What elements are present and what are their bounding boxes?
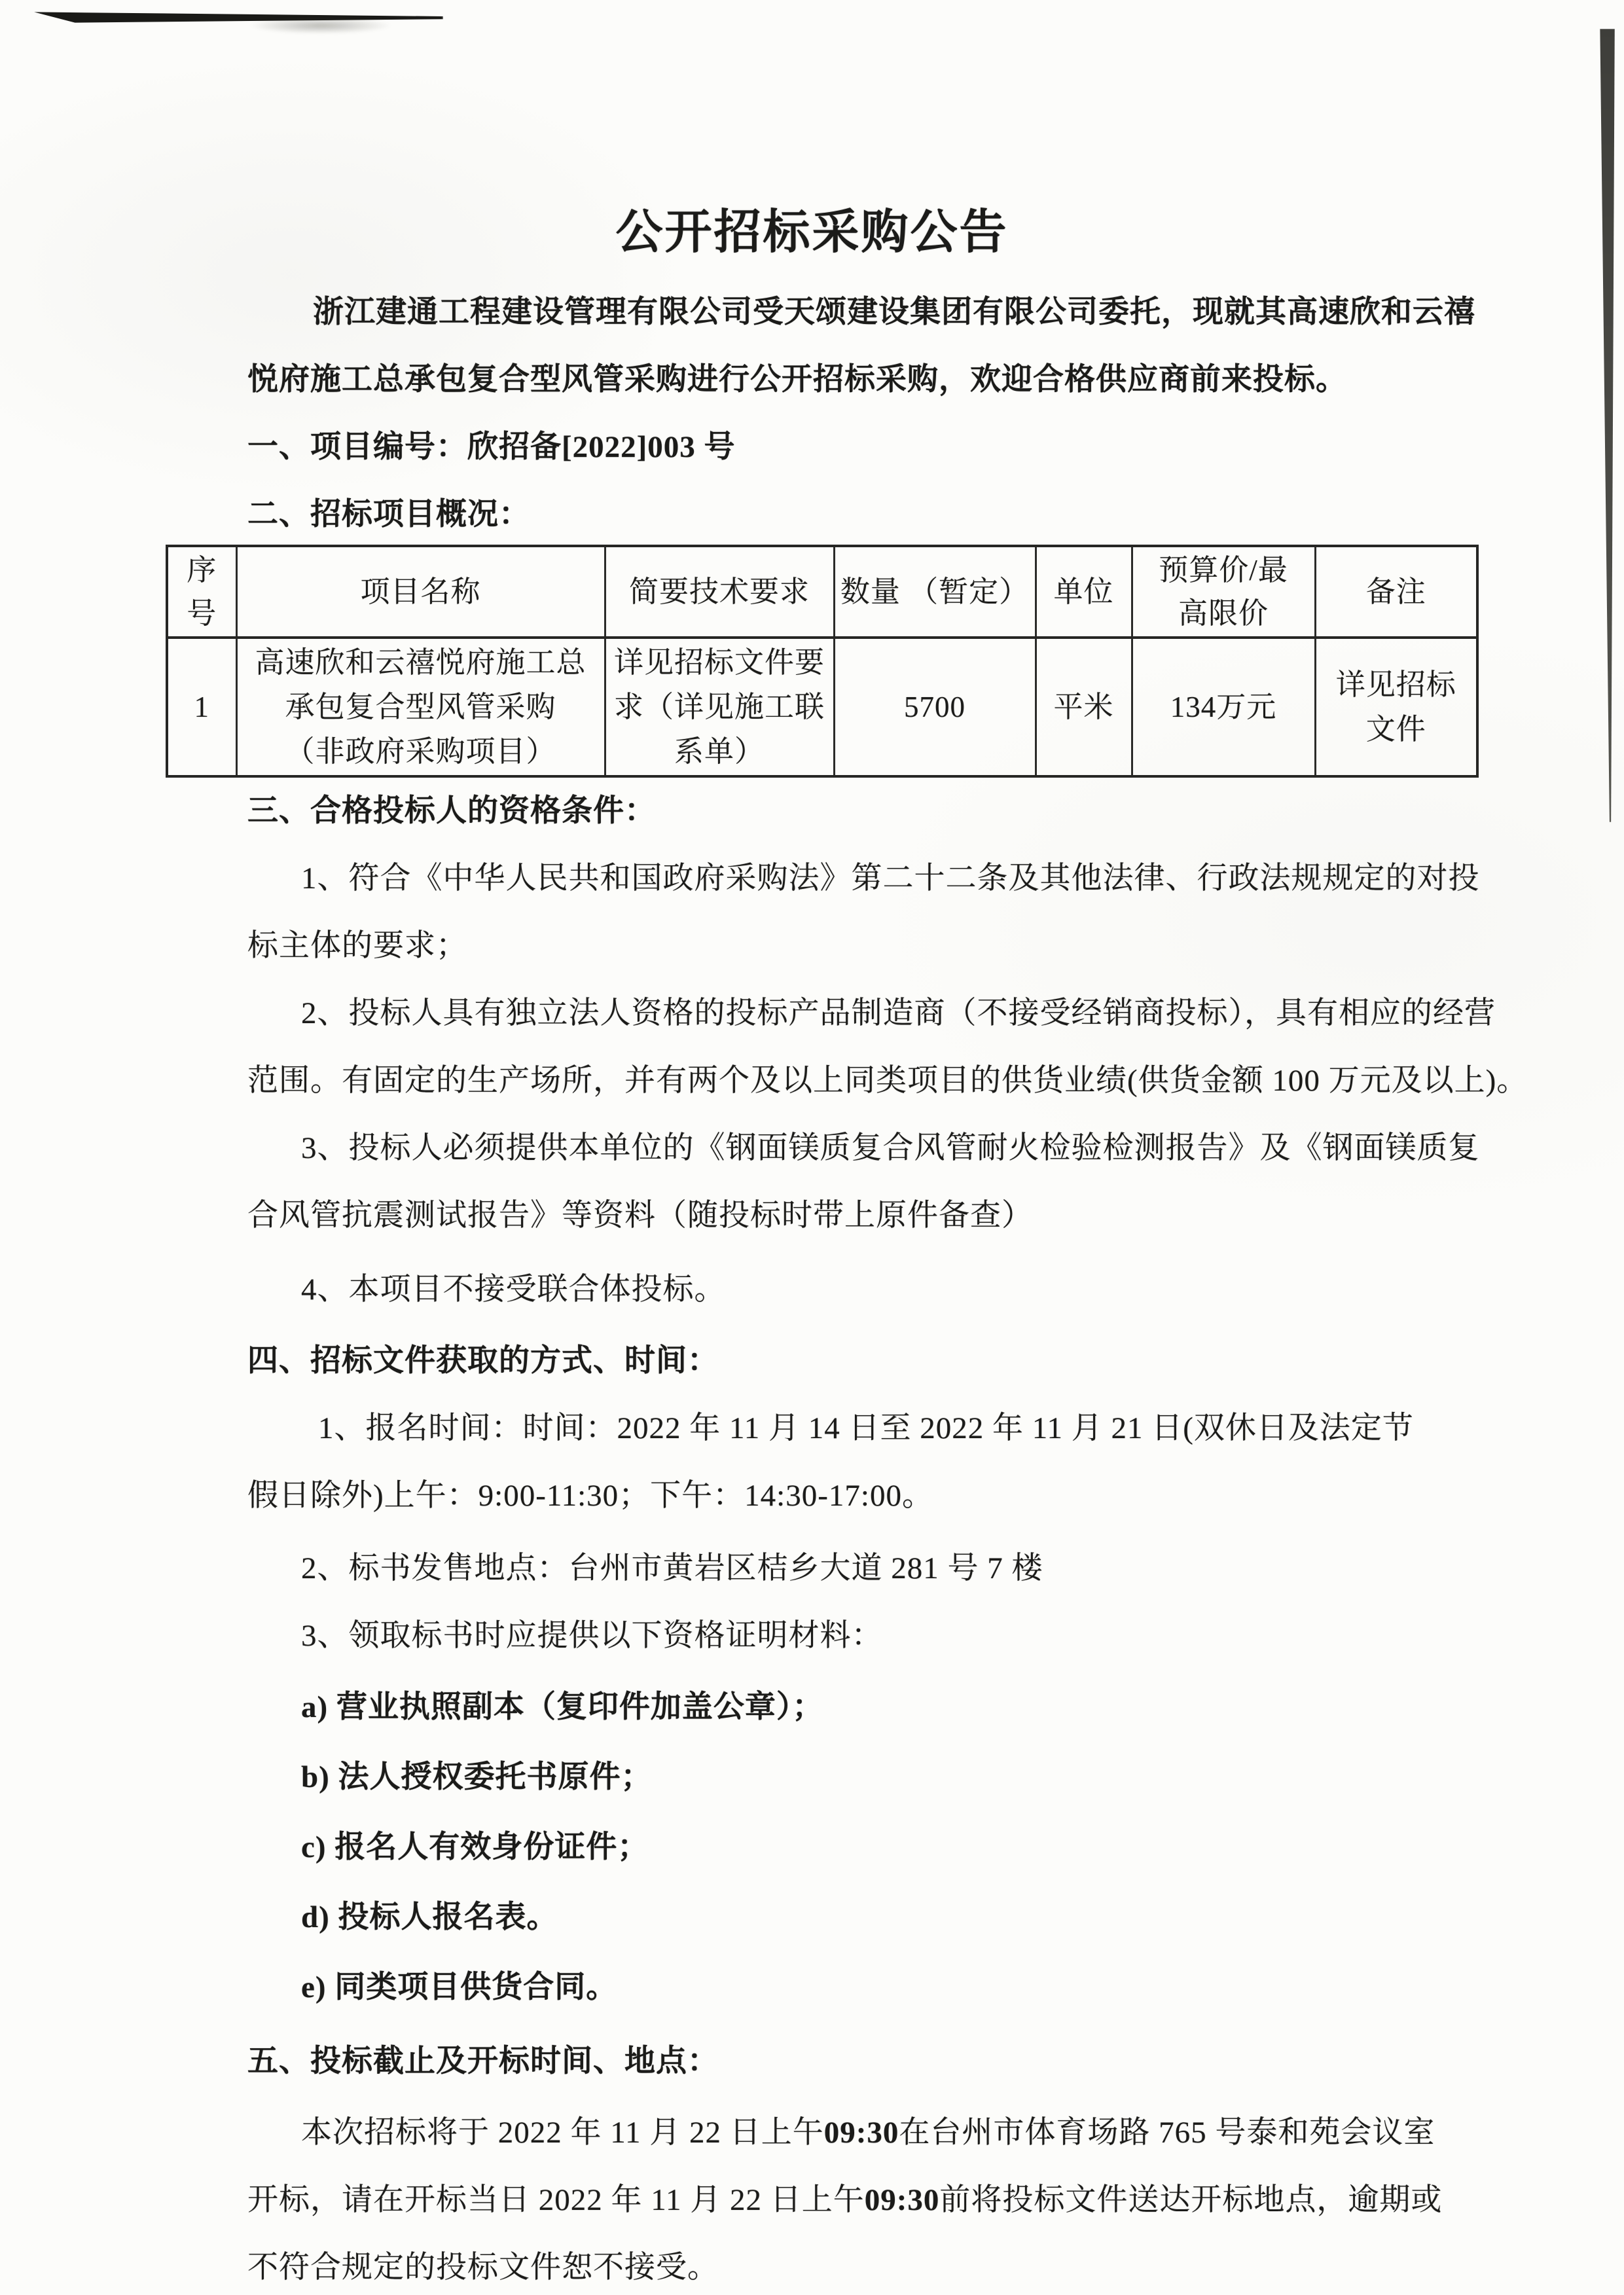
intro-paragraph-line-1: 浙江建通工程建设管理有限公司受天颂建设集团有限公司委托，现就其高速欣和云禧 <box>313 295 1475 329</box>
cell-tech-requirement: 详见招标文件要 求（详见施工联 系单） <box>605 638 834 776</box>
cell-seq: 1 <box>167 638 236 776</box>
col-header-note: 备注 <box>1315 546 1477 638</box>
col-header-seq: 序 号 <box>167 546 236 638</box>
cell-unit: 平米 <box>1036 638 1132 776</box>
section5-line1-text: 本次招标将于 2022 年 11 月 22 日上午 <box>301 2116 824 2150</box>
table-header-row <box>167 546 1477 638</box>
section4-item1-line1: 1、报名时间：时间：2022 年 11 月 14 日至 2022 年 11 月 21 日(双休日及法定节 <box>318 1411 1414 1445</box>
col-header-unit: 单位 <box>1036 546 1132 638</box>
section-2-heading: 二、招标项目概况： <box>247 497 530 532</box>
section4-item3: 3、领取标书时应提供以下资格证明材料： <box>301 1619 883 1653</box>
section3-item2-line2: 范围。有固定的生产场所，并有两个及以上同类项目的供货业绩(供货金额 100 万元及以上)。 <box>247 1064 1528 1098</box>
section4-sub-item-c: c) 报名人有效身份证件； <box>301 1830 649 1864</box>
cell-project-name: 高速欣和云禧悦府施工总 承包复合型风管采购 （非政府采购项目） <box>236 638 605 776</box>
section4-item2: 2、标书发售地点：台州市黄岩区桔乡大道 281 号 7 楼 <box>301 1551 1043 1585</box>
section3-item4: 4、本项目不接受联合体投标。 <box>301 1273 726 1307</box>
section5-line2-tail: 前将投标文件送达开标地点，逾期或 <box>939 2183 1443 2217</box>
section-3-heading: 三、合格投标人的资格条件： <box>247 794 656 828</box>
cell-note: 详见招标 文件 <box>1315 638 1477 776</box>
section4-sub-item-b: b) 法人授权委托书原件； <box>301 1760 653 1794</box>
col-header-name: 项目名称 <box>236 546 605 638</box>
section5-line2 <box>247 2167 1624 2234</box>
section-1-heading: 一、项目编号：欣招备[2022]003 号 <box>247 430 736 464</box>
section5-line2-time: 09:30 <box>864 2183 940 2217</box>
section5-line3: 不符合规定的投标文件恕不接受。 <box>247 2250 719 2285</box>
project-overview-table <box>166 545 1479 778</box>
section3-item3-line1: 3、投标人必须提供本单位的《钢面镁质复合风管耐火检验检测报告》及《钢面镁质复 <box>301 1131 1480 1165</box>
table-row <box>167 638 1477 776</box>
section5-line2-text: 开标，请在开标当日 2022 年 11 月 22 日上午 <box>247 2183 865 2217</box>
col-header-qty: 数量 （暂定） <box>834 546 1036 638</box>
section5-line1 <box>247 2099 1624 2167</box>
page-title: 公开招标采购公告 <box>615 206 1009 259</box>
col-header-tech: 简要技术要求 <box>605 546 834 638</box>
scan-artifact-smudge <box>249 17 393 34</box>
section5-line1-tail: 在台州市体育场路 765 号泰和苑会议室 <box>899 2116 1435 2150</box>
section3-item1-line2: 标主体的要求； <box>247 929 467 963</box>
section5-line1-time: 09:30 <box>823 2116 899 2150</box>
section4-sub-item-d: d) 投标人报名表。 <box>301 1900 558 1934</box>
section3-item1-line1: 1、符合《中华人民共和国政府采购法》第二十二条及其他法律、行政法规规定的对投 <box>301 861 1480 895</box>
section3-item3-line2: 合风管抗震测试报告》等资料（随投标时带上原件备查） <box>247 1199 1033 1233</box>
section4-sub-item-a: a) 营业执照副本（复印件加盖公章）； <box>301 1690 824 1724</box>
cell-budget-price: 134万元 <box>1132 638 1315 776</box>
intro-paragraph-line-2: 悦府施工总承包复合型风管采购进行公开招标采购，欢迎合格供应商前来投标。 <box>247 363 1347 397</box>
cell-quantity: 5700 <box>834 638 1036 776</box>
col-header-budget: 预算价/最 高限价 <box>1132 546 1315 638</box>
section-5-heading: 五、投标截止及开标时间、地点： <box>247 2044 719 2078</box>
section4-sub-item-e: e) 同类项目供货合同。 <box>301 1970 618 2004</box>
section-4-heading: 四、招标文件获取的方式、时间： <box>247 1344 719 1378</box>
section4-item1-line2: 假日除外)上午：9:00-11:30；下午：14:30-17:00。 <box>247 1479 933 1513</box>
section3-item2-line1: 2、投标人具有独立法人资格的投标产品制造商（不接受经销商投标），具有相应的经营 <box>301 996 1496 1030</box>
